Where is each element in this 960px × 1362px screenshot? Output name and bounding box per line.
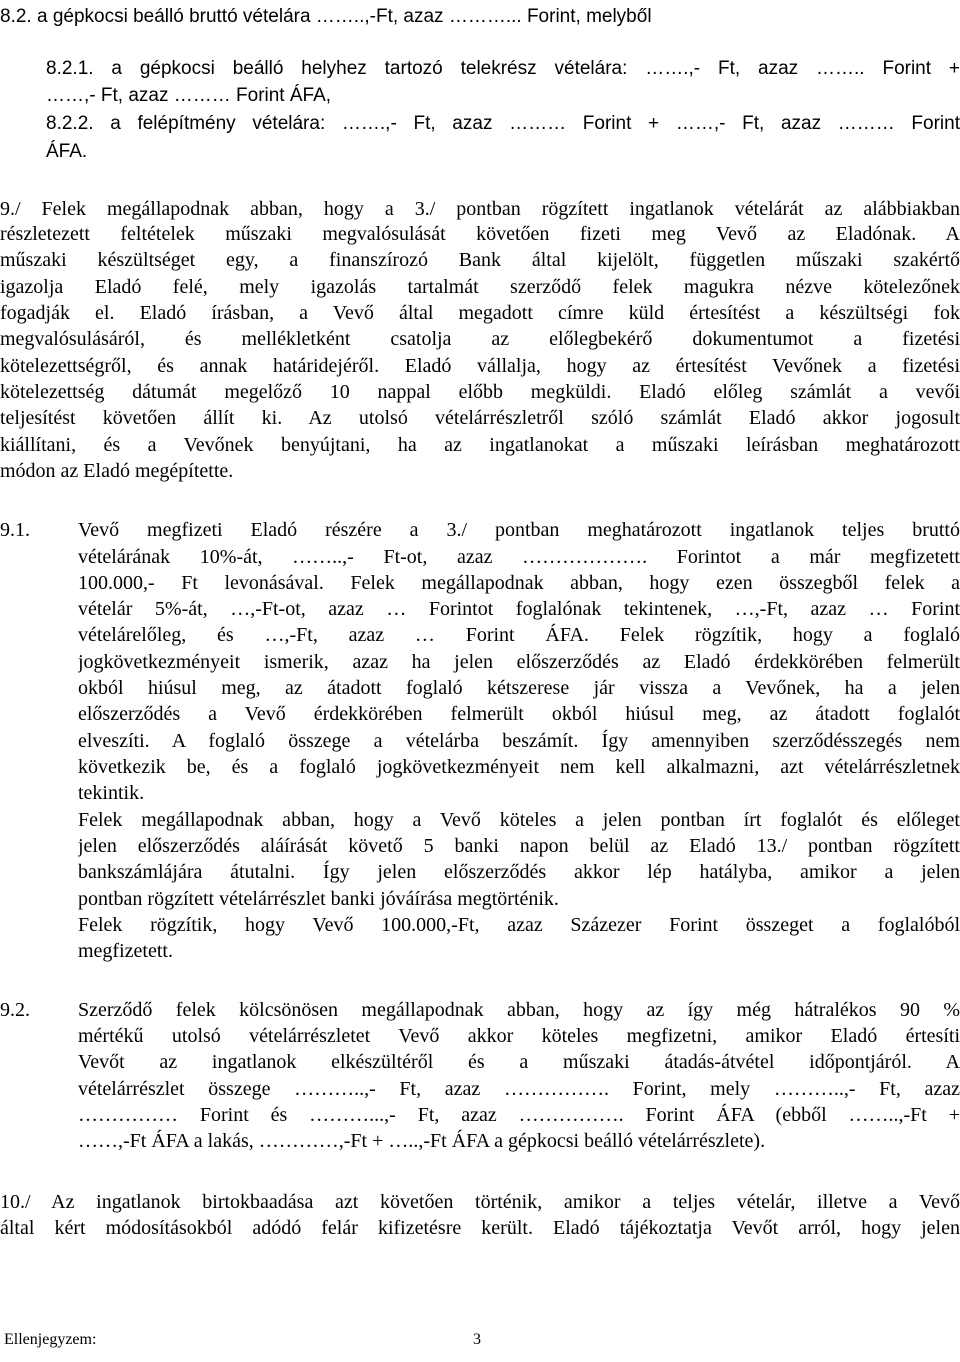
paragraph-9-1-line: okból hiúsul meg, az átadott foglaló kétszerese jár vissza a Vevőnek, ha a jelen: [78, 677, 960, 699]
paragraph-9-2-line: ……,-Ft ÁFA a lakás, …………,-Ft + …..,-Ft ÁFA a gépkocsi beálló vételárrészlete).: [78, 1130, 766, 1152]
paragraph-9-1-line: elveszíti. A foglaló összege a vételárba beszámít. Így amennyiben szerződésszegés nem: [78, 730, 960, 752]
paragraph-9-1-line: Vevő megfizeti Eladó részére a 3./ pontban meghatározott ingatlanok teljes bruttó: [78, 519, 960, 541]
paragraph-9-1-line: jelen előszerződés aláírását követő 5 banki napon belül az Eladó 13./ pontban rögzített: [78, 835, 960, 857]
paragraph-9-1-line: következik be, és a foglaló jogkövetkezményeit nem kell alkalmazni, azt vételárrészletnek: [78, 756, 960, 778]
paragraph-10-line: által kért módosításokból adódó felár kifizetésre került. Eladó tájékoztatja Vevőt arról, hogy jelen: [0, 1217, 960, 1239]
paragraph-9-1-line: tekintik.: [78, 782, 145, 804]
paragraph-9-1-line: Felek megállapodnak abban, hogy a Vevő köteles a jelen pontban írt foglalót és előleget: [78, 809, 960, 831]
paragraph-9-line: műszaki készültséget egy, a finanszírozó Bank által kijelölt, független műszaki szakértő: [0, 249, 960, 271]
paragraph-9-line: kötelezettség dátumát megelőző 10 nappal előbb megküldi. Eladó előleg számlát a vevői: [0, 381, 960, 403]
paragraph-9-line: kiállítani, és a Vevőnek benyújtani, ha az ingatlanokat a műszaki leírásban meghatározott: [0, 434, 960, 456]
paragraph-9-1-line: megfizetett.: [78, 940, 173, 962]
paragraph-9-1-line: 100.000,- Ft levonásával. Felek megállapodnak abban, hogy ezen összegből felek a: [78, 572, 960, 594]
paragraph-9-1-line: bankszámlájára átutalni. Így jelen előszerződés akkor lép hatályba, amikor a jelen: [78, 861, 960, 883]
paragraph-9-line: részletezett feltételek műszaki megvalósulását követően fizeti meg Vevő az Eladónak. A: [0, 223, 960, 245]
paragraph-9-line: megvalósulásáról, és mellékletként csatolja az előlegbekérő dokumentumot a fizetési: [0, 328, 960, 350]
line-8-2-2: 8.2.2. a felépítmény vételára: …….,- Ft, azaz ……… Forint + ……,- Ft, azaz ……… Forint: [46, 113, 960, 134]
section-number-9-2: 9.2.: [0, 999, 30, 1021]
paragraph-9-1-line: pontban rögzített vételárrészlet banki jóváírása megtörténik.: [78, 888, 559, 910]
paragraph-10-line: 10./ Az ingatlanok birtokbaadása azt követően történik, amikor a teljes vételár, illetve a Vevő: [0, 1191, 960, 1213]
line-8-2-1: 8.2.1. a gépkocsi beálló helyhez tartozó telekrész vételára: …….,- Ft, azaz …….. Forint +: [46, 58, 960, 79]
paragraph-9-line: 9./ Felek megállapodnak abban, hogy a 3./ pontban rögzített ingatlanok vételárát az alábbiakban: [0, 198, 960, 220]
line-8-2: 8.2. a gépkocsi beálló bruttó vételára ……..,-Ft, azaz ………... Forint, melyből: [0, 6, 652, 27]
page-number: 3: [473, 1331, 481, 1348]
paragraph-9-2-line: vételárrészlet összege ………..,- Ft, azaz ……………. Forint, mely ………..,- Ft, azaz: [78, 1078, 960, 1100]
paragraph-9-1-line: jogkövetkezményeit ismerik, azaz ha jelen előszerződés az Eladó érdekkörében felmerült: [78, 651, 960, 673]
paragraph-9-1-line: vételárelőleg, és …,-Ft, azaz … Forint ÁFA. Felek rögzítik, hogy a foglaló: [78, 624, 960, 646]
paragraph-9-2-line: mértékű utolsó vételárrészletet Vevő akkor köteles megfizetni, amikor Eladó értesíti: [78, 1025, 960, 1047]
paragraph-9-2-line: …………… Forint és ………...,- Ft, azaz ……………. Forint ÁFA (ebből ……..,-Ft +: [78, 1104, 960, 1126]
paragraph-9-1-line: Felek rögzítik, hogy Vevő 100.000,-Ft, azaz Százezer Forint összeget a foglalóból: [78, 914, 960, 936]
paragraph-9-line: kötelezettségről, és annak határidejéről. Eladó vállalja, hogy az értesítést Vevőnek a fizetési: [0, 355, 960, 377]
paragraph-9-2-line: Szerződő felek kölcsönösen megállapodnak abban, hogy az így még hátralékos 90 %: [78, 999, 960, 1021]
footer-countersign-label: Ellenjegyzem:: [4, 1331, 97, 1348]
paragraph-9-2-line: Vevőt az ingatlanok elkészültéről és a műszaki átadás-átvétel időpontjáról. A: [78, 1051, 960, 1073]
paragraph-9-line: módon az Eladó megépítette.: [0, 460, 234, 482]
section-number-9-1: 9.1.: [0, 519, 30, 541]
line-8-2-2-cont: ÁFA.: [46, 141, 88, 162]
paragraph-9-1-line: vételár 5%-át, …,-Ft-ot, azaz … Forintot foglalónak tekintenek, …,-Ft, azaz … Forint: [78, 598, 960, 620]
line-8-2-1-cont: ……,- Ft, azaz ……… Forint ÁFA,: [46, 85, 332, 106]
paragraph-9-line: igazolja Eladó felé, mely igazolás tartalmát szerződő felek magukra nézve kötelezőnek: [0, 276, 960, 298]
paragraph-9-1-line: előszerződés a Vevő érdekkörében felmerült okból hiúsul meg, az átadott foglalót: [78, 703, 960, 725]
paragraph-9-line: fogadják el. Eladó írásban, a Vevő által megadott címre küld értesítést a készültségi fok: [0, 302, 960, 324]
paragraph-9-line: teljesítést követően állít ki. Az utolsó vételárrészletről szóló számlát Eladó akkor jogosult: [0, 407, 960, 429]
paragraph-9-1-line: vételárának 10%-át, ……..,- Ft-ot, azaz ………………. Forintot a már megfizetett: [78, 546, 960, 568]
